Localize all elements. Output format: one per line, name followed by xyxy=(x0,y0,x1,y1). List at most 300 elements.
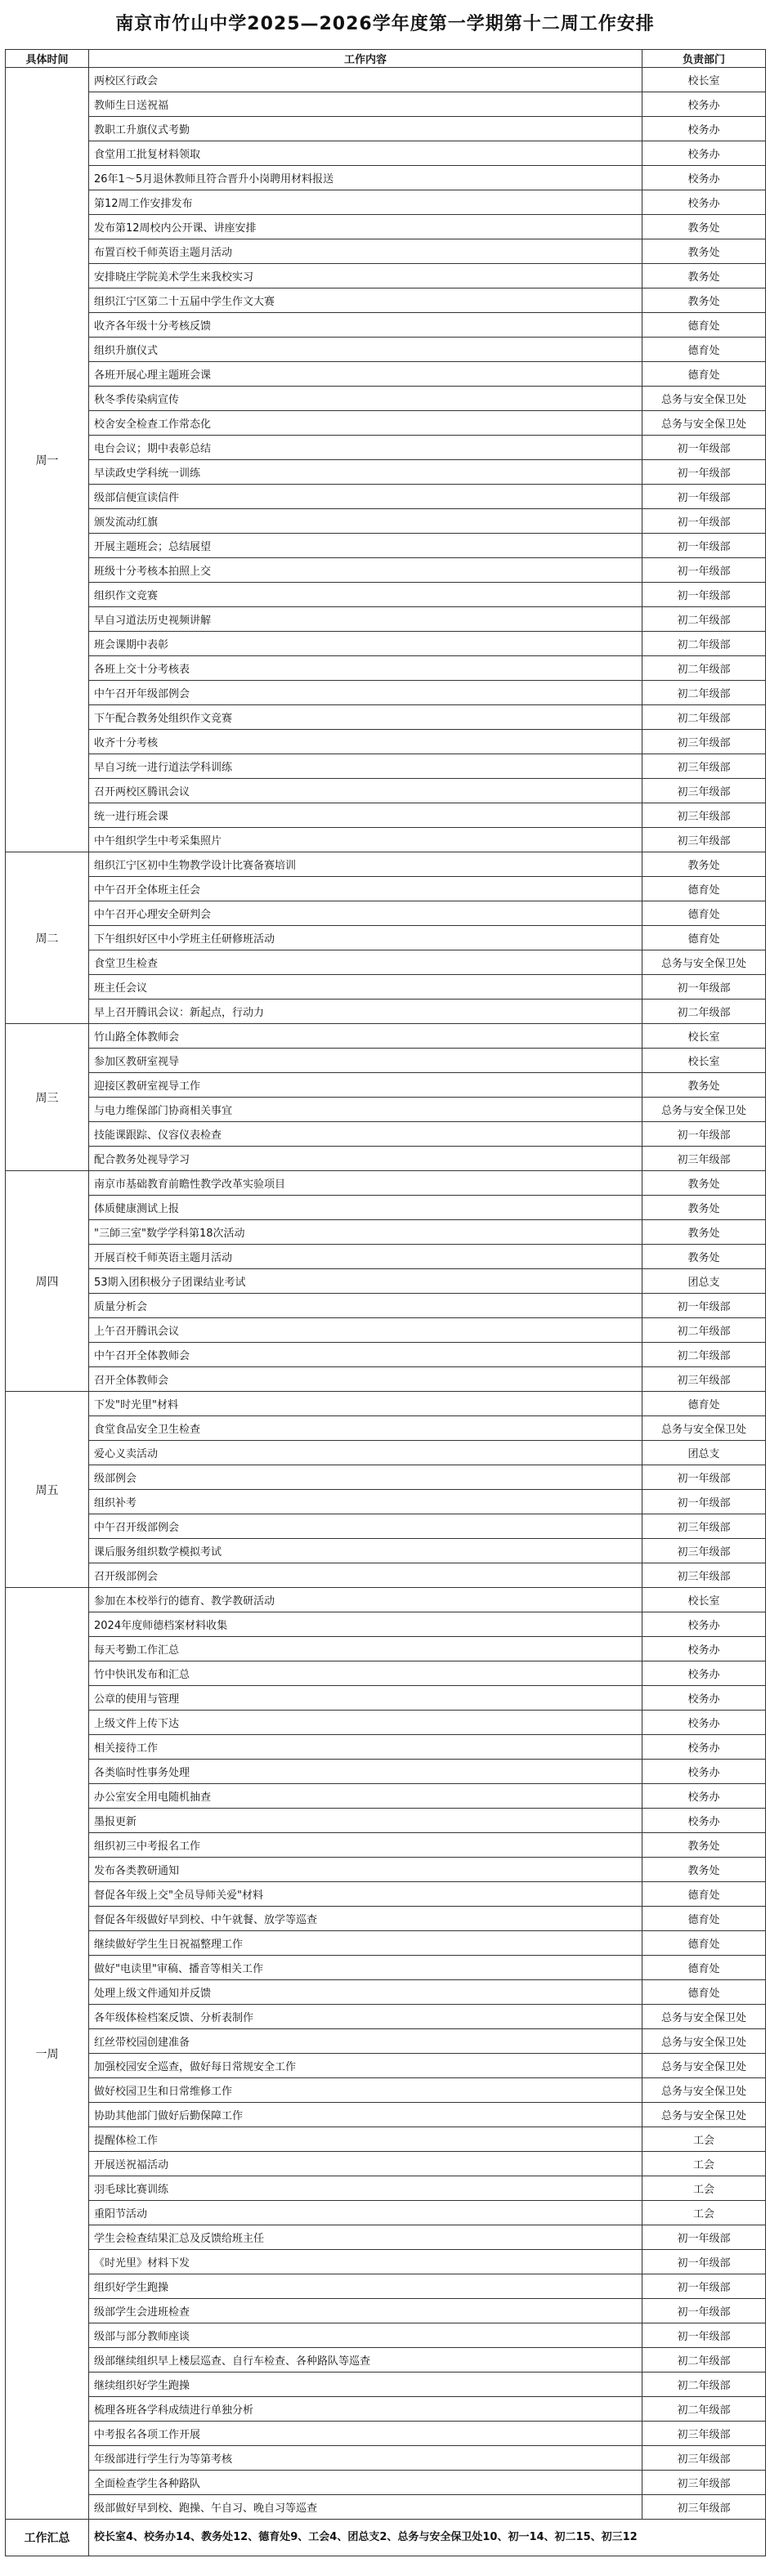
task-dept: 初三年级部 xyxy=(642,2471,766,2495)
task-dept: 校务办 xyxy=(642,1711,766,1735)
task-content: 参加在本校举行的德育、教学教研活动 xyxy=(89,1588,642,1612)
table-row xyxy=(6,2323,766,2348)
task-dept: 总务与安全保卫处 xyxy=(642,2005,766,2029)
table-row xyxy=(6,1539,766,1563)
task-dept: 总务与安全保卫处 xyxy=(642,1098,766,1122)
task-content: 体质健康测试上报 xyxy=(89,1196,642,1220)
task-dept: 初三年级部 xyxy=(642,2446,766,2471)
period-label: 周五 xyxy=(6,1392,89,1588)
task-dept: 教务处 xyxy=(642,239,766,264)
table-row xyxy=(6,1858,766,1882)
table-row xyxy=(6,1563,766,1588)
task-dept: 初一年级部 xyxy=(642,2323,766,2348)
table-row xyxy=(6,1171,766,1196)
table-row xyxy=(6,1931,766,1956)
table-row xyxy=(6,1073,766,1098)
task-content: 处理上级文件通知并反馈 xyxy=(89,1980,642,2005)
task-dept: 团总支 xyxy=(642,1441,766,1465)
task-content: 班级十分考核本拍照上交 xyxy=(89,558,642,583)
task-content: 协助其他部门做好后勤保障工作 xyxy=(89,2103,642,2127)
table-row xyxy=(6,558,766,583)
task-dept: 初一年级部 xyxy=(642,534,766,558)
table-row xyxy=(6,2250,766,2274)
table-row xyxy=(6,1245,766,1269)
table-row xyxy=(6,583,766,607)
task-dept: 初一年级部 xyxy=(642,2299,766,2323)
task-dept: 总务与安全保卫处 xyxy=(642,2029,766,2054)
task-content: "三師三室"数学学科第18次活动 xyxy=(89,1220,642,1245)
task-dept: 校长室 xyxy=(642,68,766,92)
schedule-table xyxy=(5,49,766,2556)
table-row xyxy=(6,2373,766,2397)
task-dept: 初一年级部 xyxy=(642,485,766,509)
summary-row xyxy=(6,2520,766,2556)
task-content: 中午召开全体班主任会 xyxy=(89,877,642,901)
task-content: 收齐各年级十分考核反馈 xyxy=(89,313,642,338)
table-row xyxy=(6,632,766,656)
task-content: 梳理各班各学科成绩进行单独分析 xyxy=(89,2397,642,2422)
task-dept: 初三年级部 xyxy=(642,803,766,828)
table-row xyxy=(6,1196,766,1220)
task-content: 迎接区教研室视导工作 xyxy=(89,1073,642,1098)
task-dept: 校务办 xyxy=(642,190,766,215)
task-content: 开展主题班会；总结展望 xyxy=(89,534,642,558)
table-row xyxy=(6,1441,766,1465)
task-dept: 初一年级部 xyxy=(642,1122,766,1147)
task-content: 与电力维保部门协商相关事宜 xyxy=(89,1098,642,1122)
table-row xyxy=(6,2348,766,2373)
task-dept: 初三年级部 xyxy=(642,1514,766,1539)
table-row xyxy=(6,338,766,362)
task-dept: 工会 xyxy=(642,2176,766,2201)
table-row xyxy=(6,1980,766,2005)
task-dept: 初二年级部 xyxy=(642,2348,766,2373)
table-row xyxy=(6,1000,766,1024)
task-dept: 初二年级部 xyxy=(642,705,766,730)
task-content: 组织江宁区第二十五届中学生作文大赛 xyxy=(89,288,642,313)
task-content: 墨报更新 xyxy=(89,1809,642,1833)
task-dept: 初一年级部 xyxy=(642,436,766,460)
task-content: 教职工升旗仪式考勤 xyxy=(89,117,642,141)
task-content: 督促各年级上交"全员导师关爱"材料 xyxy=(89,1882,642,1907)
task-dept: 德育处 xyxy=(642,1956,766,1980)
task-content: 参加区教研室视导 xyxy=(89,1049,642,1073)
task-content: 提醒体检工作 xyxy=(89,2127,642,2152)
table-row xyxy=(6,779,766,803)
task-dept: 初二年级部 xyxy=(642,656,766,681)
task-content: 早上召开腾讯会议：新起点，行动力 xyxy=(89,1000,642,1024)
task-dept: 校务办 xyxy=(642,1612,766,1637)
table-row xyxy=(6,166,766,190)
task-content: 第12周工作安排发布 xyxy=(89,190,642,215)
task-content: 红丝带校园创建准备 xyxy=(89,2029,642,2054)
table-row xyxy=(6,1612,766,1637)
task-dept: 校务办 xyxy=(642,1784,766,1809)
table-row xyxy=(6,2176,766,2201)
task-content: 组织江宁区初中生物教学设计比赛备赛培训 xyxy=(89,852,642,877)
table-row xyxy=(6,1907,766,1931)
task-content: 《时光里》材料下发 xyxy=(89,2250,642,2274)
task-dept: 德育处 xyxy=(642,926,766,950)
table-row xyxy=(6,2127,766,2152)
table-row xyxy=(6,485,766,509)
task-dept: 初一年级部 xyxy=(642,2250,766,2274)
task-content: 颁发流动红旗 xyxy=(89,509,642,534)
task-dept: 德育处 xyxy=(642,338,766,362)
table-row xyxy=(6,1833,766,1858)
period-label: 周一 xyxy=(6,68,89,852)
table-row xyxy=(6,1514,766,1539)
task-content: 召开级部例会 xyxy=(89,1563,642,1588)
task-dept: 初一年级部 xyxy=(642,975,766,1000)
task-dept: 初三年级部 xyxy=(642,1539,766,1563)
header-row xyxy=(6,50,766,68)
schedule-body xyxy=(6,68,766,2556)
table-row xyxy=(6,2103,766,2127)
table-row xyxy=(6,2005,766,2029)
header-content: 工作内容 xyxy=(89,50,642,68)
task-content: 26年1～5月退休教师且符合晋升小岗聘用材料报送 xyxy=(89,166,642,190)
task-content: 食堂食品安全卫生检查 xyxy=(89,1416,642,1441)
table-row xyxy=(6,1809,766,1833)
task-dept: 教务处 xyxy=(642,1833,766,1858)
task-content: 安排晓庄学院美术学生来我校实习 xyxy=(89,264,642,288)
table-row xyxy=(6,2495,766,2520)
table-row xyxy=(6,926,766,950)
task-content: 级部学生会进班检查 xyxy=(89,2299,642,2323)
task-content: 班主任会议 xyxy=(89,975,642,1000)
table-row xyxy=(6,1049,766,1073)
table-row xyxy=(6,1661,766,1686)
task-dept: 教务处 xyxy=(642,1073,766,1098)
table-row xyxy=(6,803,766,828)
header-time: 具体时间 xyxy=(6,50,89,68)
table-row xyxy=(6,975,766,1000)
task-content: 早自习道法历史视频讲解 xyxy=(89,607,642,632)
task-dept: 总务与安全保卫处 xyxy=(642,2078,766,2103)
task-dept: 教务处 xyxy=(642,215,766,239)
task-dept: 初三年级部 xyxy=(642,2495,766,2520)
task-dept: 德育处 xyxy=(642,1931,766,1956)
task-dept: 初一年级部 xyxy=(642,2225,766,2250)
table-row xyxy=(6,534,766,558)
task-dept: 初三年级部 xyxy=(642,2422,766,2446)
table-row xyxy=(6,901,766,926)
task-content: 级部信便宣读信件 xyxy=(89,485,642,509)
table-row xyxy=(6,656,766,681)
task-dept: 初二年级部 xyxy=(642,1343,766,1367)
table-row xyxy=(6,239,766,264)
task-dept: 德育处 xyxy=(642,1907,766,1931)
task-dept: 校长室 xyxy=(642,1049,766,1073)
table-row xyxy=(6,313,766,338)
task-dept: 初二年级部 xyxy=(642,1000,766,1024)
task-content: 开展百校千师英语主题月活动 xyxy=(89,1245,642,1269)
task-dept: 校务办 xyxy=(642,1686,766,1711)
table-row xyxy=(6,92,766,117)
task-dept: 校长室 xyxy=(642,1588,766,1612)
task-dept: 初二年级部 xyxy=(642,607,766,632)
task-dept: 教务处 xyxy=(642,1858,766,1882)
task-content: 公章的使用与管理 xyxy=(89,1686,642,1711)
task-dept: 德育处 xyxy=(642,877,766,901)
task-content: 召开两校区腾讯会议 xyxy=(89,779,642,803)
task-dept: 初二年级部 xyxy=(642,2373,766,2397)
task-content: 开展送祝福活动 xyxy=(89,2152,642,2176)
table-row xyxy=(6,1098,766,1122)
task-content: 中午召开年级部例会 xyxy=(89,681,642,705)
table-row xyxy=(6,950,766,975)
table-row xyxy=(6,1269,766,1294)
task-dept: 总务与安全保卫处 xyxy=(642,950,766,975)
task-content: 级部继续组织早上楼层巡查、自行车检查、各种路队等巡查 xyxy=(89,2348,642,2373)
table-row xyxy=(6,877,766,901)
task-dept: 工会 xyxy=(642,2201,766,2225)
task-dept: 校务办 xyxy=(642,1809,766,1833)
task-content: 下发"时光里"材料 xyxy=(89,1392,642,1416)
table-row xyxy=(6,141,766,166)
task-dept: 初一年级部 xyxy=(642,1465,766,1490)
task-content: 南京市基础教育前瞻性教学改革实验项目 xyxy=(89,1171,642,1196)
task-content: 中午召开全体教师会 xyxy=(89,1343,642,1367)
task-content: 学生会检查结果汇总及反馈给班主任 xyxy=(89,2225,642,2250)
task-content: 各班开展心理主题班会课 xyxy=(89,362,642,387)
task-content: 下午组织好区中小学班主任研修班活动 xyxy=(89,926,642,950)
task-content: 各年级体检档案反馈、分析表制作 xyxy=(89,2005,642,2029)
task-content: 竹中快讯发布和汇总 xyxy=(89,1661,642,1686)
task-dept: 校务办 xyxy=(642,141,766,166)
header-dept: 负责部门 xyxy=(642,50,766,68)
task-content: 下午配合教务处组织作文竞赛 xyxy=(89,705,642,730)
table-row xyxy=(6,1220,766,1245)
table-row xyxy=(6,1637,766,1661)
task-content: 食堂卫生检查 xyxy=(89,950,642,975)
task-content: 做好"电读里"审稿、播音等相关工作 xyxy=(89,1956,642,1980)
task-content: 发布各类教研通知 xyxy=(89,1858,642,1882)
task-dept: 总务与安全保卫处 xyxy=(642,2103,766,2127)
task-content: 组织好学生跑操 xyxy=(89,2274,642,2299)
period-label: 周二 xyxy=(6,852,89,1024)
page-title: 南京市竹山中学2025—2026学年度第一学期第十二周工作安排 xyxy=(115,14,655,34)
task-content: 级部与部分教师座谈 xyxy=(89,2323,642,2348)
table-row xyxy=(6,681,766,705)
task-content: 继续组织好学生跑操 xyxy=(89,2373,642,2397)
task-dept: 初一年级部 xyxy=(642,2274,766,2299)
task-dept: 教务处 xyxy=(642,288,766,313)
table-row xyxy=(6,2397,766,2422)
table-row xyxy=(6,1490,766,1514)
task-content: 课后服务组织数学模拟考试 xyxy=(89,1539,642,1563)
task-dept: 初三年级部 xyxy=(642,1563,766,1588)
table-row xyxy=(6,1294,766,1318)
task-dept: 工会 xyxy=(642,2152,766,2176)
task-content: 上午召开腾讯会议 xyxy=(89,1318,642,1343)
task-dept: 校长室 xyxy=(642,1024,766,1049)
table-row xyxy=(6,1318,766,1343)
task-content: 收齐十分考核 xyxy=(89,730,642,754)
table-row xyxy=(6,828,766,852)
period-label: 一周 xyxy=(6,1588,89,2520)
task-content: 中午组织学生中考采集照片 xyxy=(89,828,642,852)
task-content: 每天考勤工作汇总 xyxy=(89,1637,642,1661)
table-row xyxy=(6,2471,766,2495)
task-content: 布置百校千师英语主题月活动 xyxy=(89,239,642,264)
task-content: 配合教务处视导学习 xyxy=(89,1147,642,1171)
task-dept: 教务处 xyxy=(642,1171,766,1196)
table-row xyxy=(6,2299,766,2323)
task-dept: 总务与安全保卫处 xyxy=(642,411,766,436)
task-dept: 总务与安全保卫处 xyxy=(642,1416,766,1441)
table-row xyxy=(6,387,766,411)
table-row xyxy=(6,852,766,877)
task-content: 班会课期中表彰 xyxy=(89,632,642,656)
task-dept: 初一年级部 xyxy=(642,509,766,534)
task-content: 爱心义卖活动 xyxy=(89,1441,642,1465)
task-dept: 初二年级部 xyxy=(642,681,766,705)
task-dept: 德育处 xyxy=(642,1392,766,1416)
task-content: 53期入团积极分子团课结业考试 xyxy=(89,1269,642,1294)
table-row xyxy=(6,2446,766,2471)
table-row xyxy=(6,1711,766,1735)
task-dept: 初一年级部 xyxy=(642,1294,766,1318)
table-row xyxy=(6,264,766,288)
task-content: 中考报名各项工作开展 xyxy=(89,2422,642,2446)
task-dept: 初一年级部 xyxy=(642,558,766,583)
table-row xyxy=(6,1024,766,1049)
task-dept: 教务处 xyxy=(642,1196,766,1220)
table-row xyxy=(6,607,766,632)
task-content: 秋冬季传染病宣传 xyxy=(89,387,642,411)
task-dept: 初三年级部 xyxy=(642,779,766,803)
task-dept: 德育处 xyxy=(642,362,766,387)
task-content: 质量分析会 xyxy=(89,1294,642,1318)
table-row xyxy=(6,1416,766,1441)
task-dept: 教务处 xyxy=(642,264,766,288)
period-label: 周四 xyxy=(6,1171,89,1392)
table-row xyxy=(6,1147,766,1171)
task-dept: 教务处 xyxy=(642,852,766,877)
task-dept: 团总支 xyxy=(642,1269,766,1294)
table-row xyxy=(6,2054,766,2078)
task-dept: 教务处 xyxy=(642,1220,766,1245)
task-content: 级部例会 xyxy=(89,1465,642,1490)
task-content: 统一进行班会课 xyxy=(89,803,642,828)
table-row xyxy=(6,288,766,313)
task-dept: 工会 xyxy=(642,2127,766,2152)
table-row xyxy=(6,1588,766,1612)
task-content: 羽毛球比赛训练 xyxy=(89,2176,642,2201)
task-content: 两校区行政会 xyxy=(89,68,642,92)
task-dept: 德育处 xyxy=(642,313,766,338)
task-content: 早自习统一进行道法学科训练 xyxy=(89,754,642,779)
task-content: 重阳节活动 xyxy=(89,2201,642,2225)
table-row xyxy=(6,2078,766,2103)
period-label: 周三 xyxy=(6,1024,89,1171)
task-content: 办公室安全用电随机抽查 xyxy=(89,1784,642,1809)
table-row xyxy=(6,117,766,141)
table-row xyxy=(6,1686,766,1711)
task-content: 组织补考 xyxy=(89,1490,642,1514)
table-row xyxy=(6,1956,766,1980)
task-dept: 总务与安全保卫处 xyxy=(642,2054,766,2078)
table-row xyxy=(6,436,766,460)
table-row xyxy=(6,1465,766,1490)
table-row xyxy=(6,1735,766,1760)
task-content: 早读政史学科统一训练 xyxy=(89,460,642,485)
task-content: 做好校园卫生和日常维修工作 xyxy=(89,2078,642,2103)
table-row xyxy=(6,1760,766,1784)
table-row xyxy=(6,190,766,215)
table-row xyxy=(6,730,766,754)
task-content: 召开全体教师会 xyxy=(89,1367,642,1392)
task-content: 组织作文竞赛 xyxy=(89,583,642,607)
task-content: 食堂用工批复材料领取 xyxy=(89,141,642,166)
task-dept: 初二年级部 xyxy=(642,1318,766,1343)
task-content: 组织升旗仪式 xyxy=(89,338,642,362)
task-dept: 初一年级部 xyxy=(642,460,766,485)
task-dept: 初三年级部 xyxy=(642,1147,766,1171)
task-content: 继续做好学生生日祝福整理工作 xyxy=(89,1931,642,1956)
task-content: 校舍安全检查工作常态化 xyxy=(89,411,642,436)
summary-label: 工作汇总 xyxy=(6,2520,89,2556)
task-dept: 初三年级部 xyxy=(642,730,766,754)
task-content: 年级部进行学生行为等第考核 xyxy=(89,2446,642,2471)
task-content: 相关接待工作 xyxy=(89,1735,642,1760)
task-content: 技能课跟踪、仪容仪表检查 xyxy=(89,1122,642,1147)
task-dept: 教务处 xyxy=(642,1245,766,1269)
task-content: 加强校园安全巡查，做好每日常规安全工作 xyxy=(89,2054,642,2078)
task-dept: 校务办 xyxy=(642,117,766,141)
task-content: 电台会议；期中表彰总结 xyxy=(89,436,642,460)
task-dept: 初三年级部 xyxy=(642,754,766,779)
task-content: 教师生日送祝福 xyxy=(89,92,642,117)
summary-text: 校长室4、校务办14、教务处12、德育处9、工会4、团总支2、总务与安全保卫处10、初一14、初二15、初三12 xyxy=(89,2520,766,2556)
task-dept: 初一年级部 xyxy=(642,1490,766,1514)
task-dept: 德育处 xyxy=(642,1980,766,2005)
task-content: 中午召开心理安全研判会 xyxy=(89,901,642,926)
table-row xyxy=(6,1784,766,1809)
task-content: 上级文件上传下达 xyxy=(89,1711,642,1735)
table-row xyxy=(6,1392,766,1416)
task-dept: 初三年级部 xyxy=(642,1367,766,1392)
table-row xyxy=(6,2274,766,2299)
task-content: 级部做好早到校、跑操、午自习、晚自习等巡查 xyxy=(89,2495,642,2520)
table-row xyxy=(6,411,766,436)
table-row xyxy=(6,705,766,730)
task-dept: 初二年级部 xyxy=(642,2397,766,2422)
task-dept: 德育处 xyxy=(642,901,766,926)
table-row xyxy=(6,215,766,239)
table-row xyxy=(6,1343,766,1367)
task-dept: 初二年级部 xyxy=(642,632,766,656)
task-content: 组织初三中考报名工作 xyxy=(89,1833,642,1858)
task-dept: 德育处 xyxy=(642,1882,766,1907)
task-content: 竹山路全体教师会 xyxy=(89,1024,642,1049)
task-content: 全面检查学生各种路队 xyxy=(89,2471,642,2495)
table-row xyxy=(6,362,766,387)
table-row xyxy=(6,2029,766,2054)
table-row xyxy=(6,460,766,485)
task-content: 2024年度师德档案材料收集 xyxy=(89,1612,642,1637)
table-row xyxy=(6,68,766,92)
task-content: 发布第12周校内公开课、讲座安排 xyxy=(89,215,642,239)
task-dept: 校务办 xyxy=(642,1760,766,1784)
task-dept: 校务办 xyxy=(642,1637,766,1661)
table-row xyxy=(6,2201,766,2225)
table-row xyxy=(6,2422,766,2446)
task-dept: 校务办 xyxy=(642,1735,766,1760)
table-row xyxy=(6,1367,766,1392)
